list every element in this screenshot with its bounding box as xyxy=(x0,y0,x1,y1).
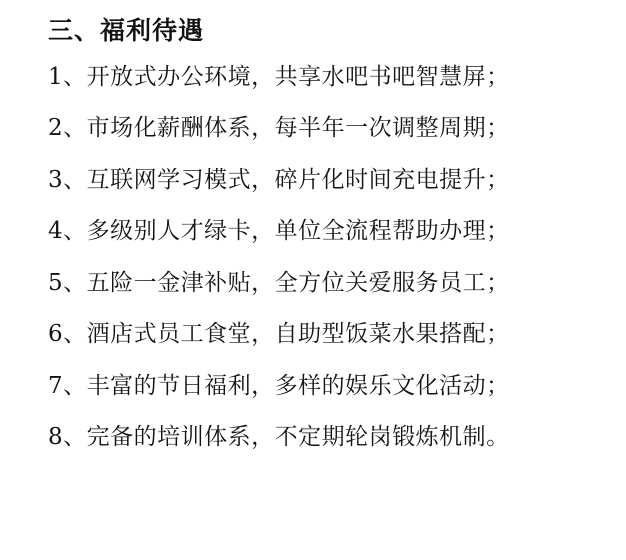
list-item: 6、酒店式员工食堂，自助型饭菜水果搭配； xyxy=(48,321,510,348)
list-item: 1、开放式办公环境，共享水吧书吧智慧屏； xyxy=(48,64,510,90)
list-item: 3、互联网学习模式，碎片化时间充电提升； xyxy=(48,166,510,193)
list-item: 8、完备的培训体系，不定期轮岗锻炼机制。 xyxy=(48,424,510,451)
list-item: 2、市场化薪酬体系，每半年一次调整周期； xyxy=(48,115,510,142)
list-item: 5、五险一金津补贴，全方位关爱服务员工； xyxy=(48,269,510,296)
list-item: 7、丰富的节日福利，多样的娱乐文化活动； xyxy=(48,372,510,399)
list-item: 4、多级别人才绿卡，单位全流程帮助办理； xyxy=(48,218,510,245)
benefits-list xyxy=(48,52,598,464)
section-heading: 三、福利待遇 xyxy=(48,16,205,45)
